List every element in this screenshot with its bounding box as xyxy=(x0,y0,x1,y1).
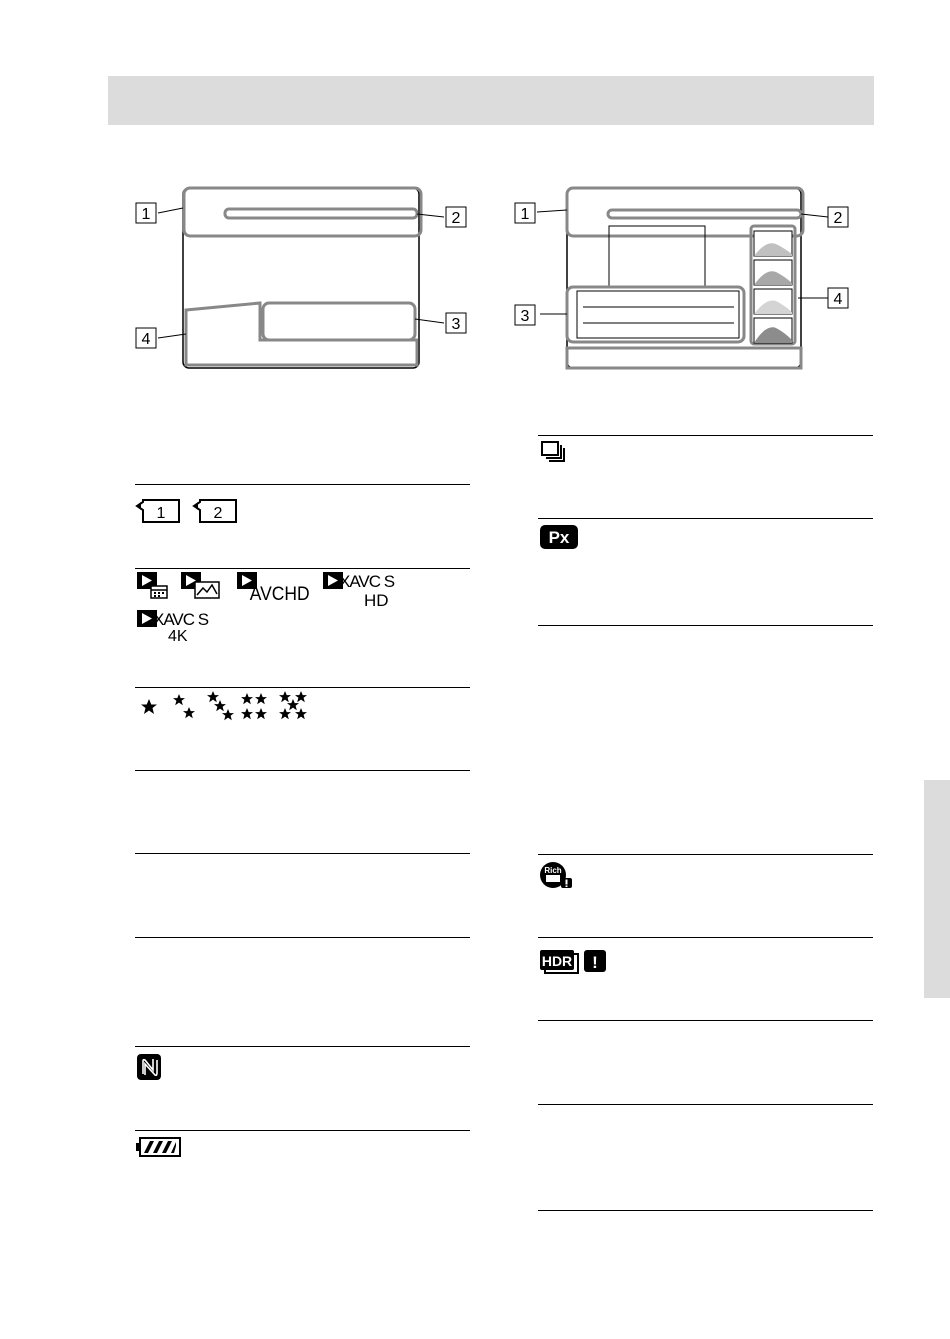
rating-1-star-icon xyxy=(141,699,157,714)
rating-4-star-icon xyxy=(241,693,267,719)
region-1-outline xyxy=(567,188,803,236)
svg-text:2: 2 xyxy=(451,210,461,227)
svg-text:4K: 4K xyxy=(168,628,188,642)
still-image-view-icon xyxy=(181,572,219,598)
rule-right-8 xyxy=(538,1210,873,1211)
rule-left-3 xyxy=(135,687,470,688)
rule-left-1 xyxy=(135,484,470,485)
region-3-outline xyxy=(567,287,744,342)
avchd-view-icon xyxy=(237,572,310,604)
svg-text:AVCHD: AVCHD xyxy=(249,582,310,605)
svg-text:Rich: Rich xyxy=(544,866,562,875)
rule-left-2 xyxy=(135,568,470,569)
svg-text:Px: Px xyxy=(548,528,570,547)
svg-text:2: 2 xyxy=(213,505,223,522)
svg-text:4: 4 xyxy=(141,331,151,348)
callout-2 xyxy=(446,207,466,227)
card-slot-2-icon xyxy=(193,500,236,522)
callout-3 xyxy=(446,313,466,333)
continuous-shooting-group-icon xyxy=(540,440,570,464)
rating-icons xyxy=(135,690,325,722)
left-screen-diagram xyxy=(120,180,480,380)
header-bar xyxy=(108,76,874,125)
auto-hdr-warning-icon xyxy=(538,860,578,890)
callout-1 xyxy=(136,203,156,223)
svg-text:HDR: HDR xyxy=(541,953,573,969)
nfc-icon xyxy=(135,1053,165,1081)
right-screen-diagram xyxy=(510,180,870,380)
region-2-outline xyxy=(608,210,801,218)
region-1-outline xyxy=(184,188,421,236)
svg-text:3: 3 xyxy=(520,308,530,325)
rating-5-star-icon xyxy=(279,691,307,719)
callout-4 xyxy=(828,288,848,308)
rule-left-4 xyxy=(135,770,470,771)
rule-right-5 xyxy=(538,937,873,938)
memory-card-slot-icons xyxy=(135,498,245,524)
rule-left-7 xyxy=(135,1046,470,1047)
rule-right-7 xyxy=(538,1104,873,1105)
svg-text:2: 2 xyxy=(833,210,843,227)
svg-text:1: 1 xyxy=(520,206,530,223)
svg-text:1: 1 xyxy=(141,206,151,223)
histogram-panels xyxy=(754,231,792,343)
card-slot-1-icon xyxy=(136,500,179,522)
rule-right-6 xyxy=(538,1020,873,1021)
callout-3 xyxy=(515,305,535,325)
rule-left-6 xyxy=(135,937,470,938)
region-4-outline xyxy=(567,348,801,368)
callout-4 xyxy=(136,328,156,348)
xavc-s-4k-view-icon xyxy=(137,610,209,642)
svg-text:4: 4 xyxy=(833,291,843,308)
date-view-icon xyxy=(137,572,167,598)
rule-right-4 xyxy=(538,854,873,855)
rating-3-star-icon xyxy=(207,691,234,720)
rule-right-1 xyxy=(538,435,873,436)
svg-text:1: 1 xyxy=(156,505,166,522)
playback-mode-icons xyxy=(135,570,415,642)
callout-1 xyxy=(515,203,535,223)
region-2-outline xyxy=(225,209,417,218)
battery-icon xyxy=(135,1136,185,1158)
pixel-shift-icon xyxy=(539,524,579,550)
svg-text:3: 3 xyxy=(451,316,461,333)
xavc-s-hd-view-icon xyxy=(323,572,395,610)
rule-left-5 xyxy=(135,853,470,854)
rule-right-2 xyxy=(538,518,873,519)
region-4-outline xyxy=(186,303,417,365)
svg-text:!: ! xyxy=(592,953,598,972)
rule-right-3 xyxy=(538,625,873,626)
svg-text:XAVC S: XAVC S xyxy=(339,572,395,591)
rule-left-8 xyxy=(135,1130,470,1131)
svg-text:HD: HD xyxy=(364,591,389,610)
hdr-warning-icon xyxy=(539,948,609,976)
rating-2-star-icon xyxy=(173,694,195,718)
svg-text:XAVC S: XAVC S xyxy=(153,610,209,629)
chapter-side-tab xyxy=(924,780,950,998)
region-3-outline xyxy=(263,303,415,340)
callout-2 xyxy=(828,207,848,227)
info-box xyxy=(577,291,739,338)
